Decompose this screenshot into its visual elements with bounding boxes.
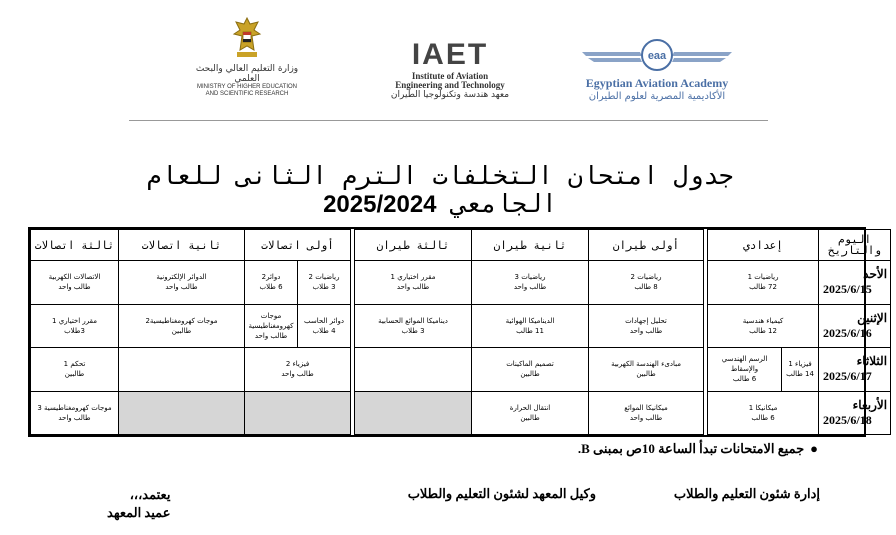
course-name: تحليل إجهادات (625, 316, 667, 325)
exam-cell (298, 304, 351, 348)
header-comms-3: ثالثة اتصالات (31, 230, 119, 261)
student-count: طالب واحد (58, 283, 91, 292)
eaa-mark: eaa (647, 50, 667, 62)
student-count: طالب واحد (165, 283, 198, 292)
approve-label: يعتمد،،، (129, 487, 171, 502)
exam-schedule-table (28, 227, 888, 437)
exam-cell (355, 304, 472, 348)
course-name: الاتصالات الكهربية (48, 273, 101, 282)
exam-cell (472, 348, 589, 392)
day-date: 2025/6/15 (823, 282, 872, 297)
course-name: موجات كهرومغناطيسية 3 (37, 403, 112, 412)
student-count: 6 طلاب (259, 283, 283, 292)
day-date: 2025/6/18 (823, 412, 872, 427)
exam-cell (472, 391, 589, 435)
course-name: ديناميكا الموائع الحسابية (378, 316, 448, 325)
day-name: الثلاثاء (856, 354, 888, 369)
course-name: مبادىء الهندسة الكهربية (611, 360, 681, 369)
day-name: الأربعاء (852, 397, 888, 412)
table-row (31, 304, 891, 348)
student-count: طالب واحد (396, 283, 430, 292)
course-name: الديناميكا الهوائية (505, 316, 555, 325)
eaa-english: Egyptian Aviation Academy (585, 76, 729, 90)
student-count: 11 طالب (516, 326, 544, 335)
day-cell (819, 261, 891, 305)
student-count: طالبين (171, 326, 192, 335)
day-cell (819, 348, 891, 392)
dean-label: عميد المعهد (107, 505, 171, 520)
exam-cell (589, 391, 704, 435)
course-name: ميكانيكا 1 (748, 403, 778, 412)
page-title (60, 162, 820, 219)
course-name: رياضيات 1 (747, 273, 779, 282)
header-aviation-2: ثانية طيران (472, 230, 589, 261)
exam-cell (355, 261, 472, 305)
exam-cell (245, 304, 298, 348)
empty-cell (355, 348, 472, 392)
course-name: الدوائر الإلكترونية (156, 273, 207, 282)
day-date: 2025/6/17 (823, 369, 872, 384)
empty-cell (245, 391, 351, 435)
student-count: 8 طالب (634, 283, 658, 292)
exam-cell (31, 304, 119, 348)
note-text: جميع الامتحانات تبدأ الساعة 10ص بمبنى B. (577, 441, 805, 456)
exam-time-note (578, 441, 818, 457)
header-row (31, 230, 891, 261)
iaet-line-2: Engineering and Technology (395, 80, 505, 90)
student-count: طالب واحد (281, 370, 314, 379)
eaa-arabic: الأكاديمية المصرية لعلوم الطيران (588, 91, 726, 102)
header-aviation-1: أولى طيران (589, 230, 704, 261)
student-count: 6 طالب (732, 375, 757, 384)
course-name: رياضيات 2 (630, 273, 662, 282)
ministry-english-1: MINISTRY OF HIGHER EDUCATION (196, 84, 297, 90)
ministry-logo (182, 16, 312, 98)
student-count: طالب واحد (629, 413, 663, 422)
course-name: موجات كهرومغناطيسية2 (145, 316, 218, 325)
ministry-english-2: AND SCIENTIFIC RESEARCH (205, 91, 289, 97)
course-name: رياضيات 2 (308, 273, 340, 282)
student-count: طالبين (64, 370, 85, 379)
course-name: فيزياء 1 (788, 360, 812, 369)
exam-cell (472, 304, 589, 348)
eaa-logo (572, 38, 742, 102)
course-name: انتقال الحرارة (509, 403, 551, 412)
student-count: 14 طالب (786, 370, 814, 379)
exam-cell (245, 261, 298, 305)
signature-affairs: إدارة شئون التعليم والطلاب (673, 486, 820, 501)
student-count: طالبين (520, 413, 540, 422)
eagle-emblem-icon (230, 16, 264, 60)
course-name: مقرر اختياري 1 (52, 316, 97, 325)
course-name: موجات (260, 311, 282, 320)
table-row (31, 391, 891, 435)
header-divider (129, 120, 768, 121)
exam-cell (589, 348, 704, 392)
table-row (31, 348, 891, 392)
exam-cell (782, 348, 819, 392)
exam-cell (245, 348, 351, 392)
course-name-cont: كهرومغناطيسية (248, 321, 294, 330)
title-line-1: جدول امتحان التخلفات الترم الثانى للعام (146, 161, 734, 190)
exam-cell (298, 261, 351, 305)
exam-cell (31, 348, 119, 392)
day-cell (819, 304, 891, 348)
student-count: طالب واحد (513, 283, 547, 292)
iaet-arabic: معهد هندسة وتكنولوجيا الطيران (390, 90, 510, 100)
exam-cell (589, 304, 704, 348)
header-day-date: اليوم والتاريخ (819, 230, 891, 261)
bullet-icon: ● (810, 441, 818, 456)
ministry-arabic: وزارة التعليم العالي والبحث العلمي (195, 64, 299, 84)
course-name: تصميم الماكينات (506, 360, 554, 369)
iaet-line-1: Institute of Aviation (411, 71, 489, 81)
header-aviation-3: ثالثة طيران (355, 230, 472, 261)
exam-cell (31, 261, 119, 305)
title-year: 2025/2024 (323, 191, 437, 218)
exam-cell (472, 261, 589, 305)
empty-cell (355, 391, 472, 435)
course-name: رياضيات 3 (514, 273, 546, 282)
student-count: 3 طلاب (312, 283, 336, 292)
title-line-2-wrap (60, 190, 820, 219)
course-name-cont: والإسقاط (730, 365, 759, 374)
day-name: الأحد (863, 267, 888, 282)
exam-cell (119, 261, 245, 305)
student-count: 6 طالب (751, 413, 775, 422)
exam-cell (708, 261, 819, 305)
student-count: 3طلاب (64, 326, 85, 335)
empty-cell (119, 348, 245, 392)
student-count: 4 طلاب (312, 326, 336, 335)
title-line-2: الجامعي (451, 189, 557, 218)
iaet-logo (360, 38, 540, 100)
header-comms-1: أولى اتصالات (245, 230, 351, 261)
course-name: تحكم 1 (63, 360, 86, 369)
course-name: كيمياء هندسية (742, 316, 784, 325)
table-row (31, 261, 891, 305)
exam-cell (589, 261, 704, 305)
day-date: 2025/6/16 (823, 325, 872, 340)
exam-cell (708, 304, 819, 348)
exam-cell (31, 391, 119, 435)
course-name: دوائر2 (261, 273, 281, 282)
winged-emblem-icon (582, 38, 732, 72)
student-count: 72 طالب (749, 283, 777, 292)
student-count: 12 طالب (749, 326, 777, 335)
student-count: طالب واحد (629, 326, 663, 335)
iaet-mark: IAET (411, 38, 489, 71)
course-name: مقرر اختياري 1 (390, 273, 436, 282)
exam-cell (708, 348, 782, 392)
course-name: ميكانيكا الموائع (624, 403, 668, 412)
course-name: الرسم الهندسي (721, 355, 768, 364)
header-prep: إعدادي (708, 230, 819, 261)
day-cell (819, 391, 891, 435)
empty-cell (119, 391, 245, 435)
signature-dean-block (107, 486, 170, 522)
student-count: طالب واحد (254, 331, 288, 340)
exam-cell (119, 304, 245, 348)
course-name: فيزياء 2 (285, 360, 310, 369)
student-count: طالبين (636, 370, 656, 379)
exam-cell (708, 391, 819, 435)
student-count: 3 طلاب (401, 326, 425, 335)
student-count: طالب واحد (58, 413, 91, 422)
day-name: الإثنين (857, 310, 888, 325)
signature-vice-dean: وكيل المعهد لشئون التعليم والطلاب (407, 486, 596, 501)
header-comms-2: ثانية اتصالات (119, 230, 245, 261)
course-name: دوائر الحاسب (304, 316, 344, 325)
student-count: طالبين (520, 370, 540, 379)
